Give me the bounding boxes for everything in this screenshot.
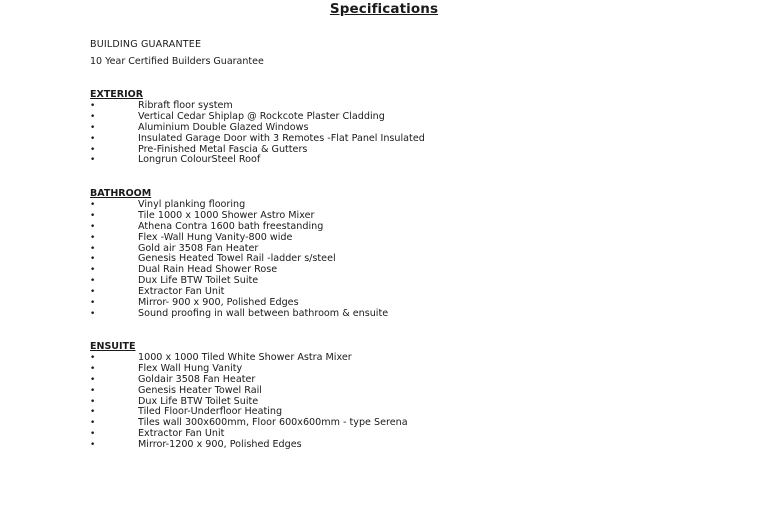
bathroom-list bbox=[90, 199, 389, 320]
list-item-text: Vinyl planking flooring bbox=[138, 199, 246, 210]
list-item-text: Dux Life BTW Toilet Suite bbox=[138, 275, 259, 287]
list-item bbox=[90, 143, 308, 156]
bullet-icon: • bbox=[90, 374, 96, 385]
list-item-text: Flex -Wall Hung Vanity-800 wide bbox=[138, 231, 293, 243]
section-heading-ensuite: ENSUITE bbox=[90, 341, 136, 352]
list-item-text: Gold air 3508 Fan Heater bbox=[138, 242, 259, 254]
list-item-text: Longrun ColourSteel Roof bbox=[138, 154, 261, 166]
list-item-text: Mirror- 900 x 900, Polished Edges bbox=[138, 297, 299, 309]
list-item bbox=[90, 352, 352, 364]
list-item-text: Vertical Cedar Shiplap @ Rockcote Plaster Cladding bbox=[138, 110, 385, 122]
bullet-icon: • bbox=[90, 243, 96, 254]
bullet-icon: • bbox=[90, 363, 96, 374]
bullet-icon: • bbox=[90, 210, 96, 221]
bullet-icon: • bbox=[90, 232, 96, 243]
bullet-icon: • bbox=[90, 101, 96, 111]
bullet-icon: • bbox=[90, 122, 96, 133]
bullet-icon: • bbox=[90, 298, 96, 309]
section-exterior bbox=[90, 89, 425, 166]
bullet-icon: • bbox=[90, 287, 96, 298]
list-item bbox=[90, 439, 302, 451]
section-ensuite bbox=[90, 341, 408, 451]
bullet-icon: • bbox=[90, 200, 96, 210]
list-item bbox=[90, 231, 293, 244]
list-item-text: Genesis Heater Towel Rail bbox=[138, 384, 262, 396]
list-item bbox=[90, 307, 389, 320]
bullet-icon: • bbox=[90, 221, 96, 232]
bullet-icon: • bbox=[90, 111, 96, 122]
list-item-text: Aluminium Double Glazed Windows bbox=[138, 121, 309, 133]
list-item-text: Athena Contra 1600 bath freestanding bbox=[138, 220, 324, 232]
bullet-icon: • bbox=[90, 254, 96, 265]
building-guarantee-heading: BUILDING GUARANTEE bbox=[90, 39, 202, 50]
list-item bbox=[90, 395, 259, 408]
list-item-text: Extractor Fan Unit bbox=[138, 286, 225, 298]
list-item-text: Ribraft floor system bbox=[138, 100, 233, 111]
list-item-text: Extractor Fan Unit bbox=[138, 428, 225, 440]
bullet-icon: • bbox=[90, 308, 96, 319]
bullet-icon: • bbox=[90, 418, 96, 429]
bullet-icon: • bbox=[90, 429, 96, 440]
bullet-icon: • bbox=[90, 155, 96, 166]
list-item-text: 1000 x 1000 Tiled White Shower Astra Mixer bbox=[138, 352, 352, 363]
list-item bbox=[90, 417, 408, 429]
list-item-text: Genesis Heated Towel Rail -ladder s/steel bbox=[138, 253, 336, 265]
bullet-icon: • bbox=[90, 440, 96, 451]
bullet-icon: • bbox=[90, 396, 96, 407]
bullet-icon: • bbox=[90, 353, 96, 363]
list-item bbox=[90, 121, 309, 134]
bullet-icon: • bbox=[90, 265, 96, 276]
list-item-text: Dux Life BTW Toilet Suite bbox=[138, 395, 259, 407]
list-item bbox=[90, 110, 385, 123]
list-item bbox=[90, 373, 256, 386]
list-item-text: Mirror-1200 x 900, Polished Edges bbox=[138, 439, 302, 451]
list-item-text: Pre-Finished Metal Fascia & Gutters bbox=[138, 143, 308, 155]
section-bathroom bbox=[90, 188, 389, 320]
list-item-text: Insulated Garage Door with 3 Remotes -Flat Panel Insulated bbox=[138, 132, 425, 144]
list-item bbox=[90, 384, 262, 397]
list-item bbox=[90, 406, 283, 418]
bullet-icon: • bbox=[90, 407, 96, 418]
list-item-text: Dual Rain Head Shower Rose bbox=[138, 264, 278, 276]
list-item-text: Sound proofing in wall between bathroom & ensuite bbox=[138, 307, 389, 319]
list-item bbox=[90, 154, 261, 166]
exterior-list bbox=[90, 100, 425, 166]
list-item-text: Flex Wall Hung Vanity bbox=[138, 362, 243, 374]
section-heading-exterior: EXTERIOR bbox=[90, 89, 144, 100]
list-item bbox=[90, 100, 233, 112]
list-item-text: Tile 1000 x 1000 Shower Astro Mixer bbox=[138, 209, 315, 221]
list-item bbox=[90, 132, 425, 145]
list-item-text: Goldair 3508 Fan Heater bbox=[138, 373, 256, 385]
bullet-icon: • bbox=[90, 385, 96, 396]
list-item-text: Tiles wall 300x600mm, Floor 600x600mm - type Serena bbox=[138, 417, 408, 429]
building-guarantee-text: 10 Year Certified Builders Guarantee bbox=[90, 56, 264, 67]
bullet-icon: • bbox=[90, 144, 96, 155]
bullet-icon: • bbox=[90, 276, 96, 287]
list-item bbox=[90, 428, 225, 440]
ensuite-list bbox=[90, 352, 408, 451]
list-item-text: Tiled Floor-Underfloor Heating bbox=[138, 406, 283, 418]
bullet-icon: • bbox=[90, 133, 96, 144]
page-title: Specifications bbox=[329, 1, 439, 17]
section-heading-bathroom: BATHROOM bbox=[90, 188, 152, 199]
list-item bbox=[90, 362, 243, 375]
